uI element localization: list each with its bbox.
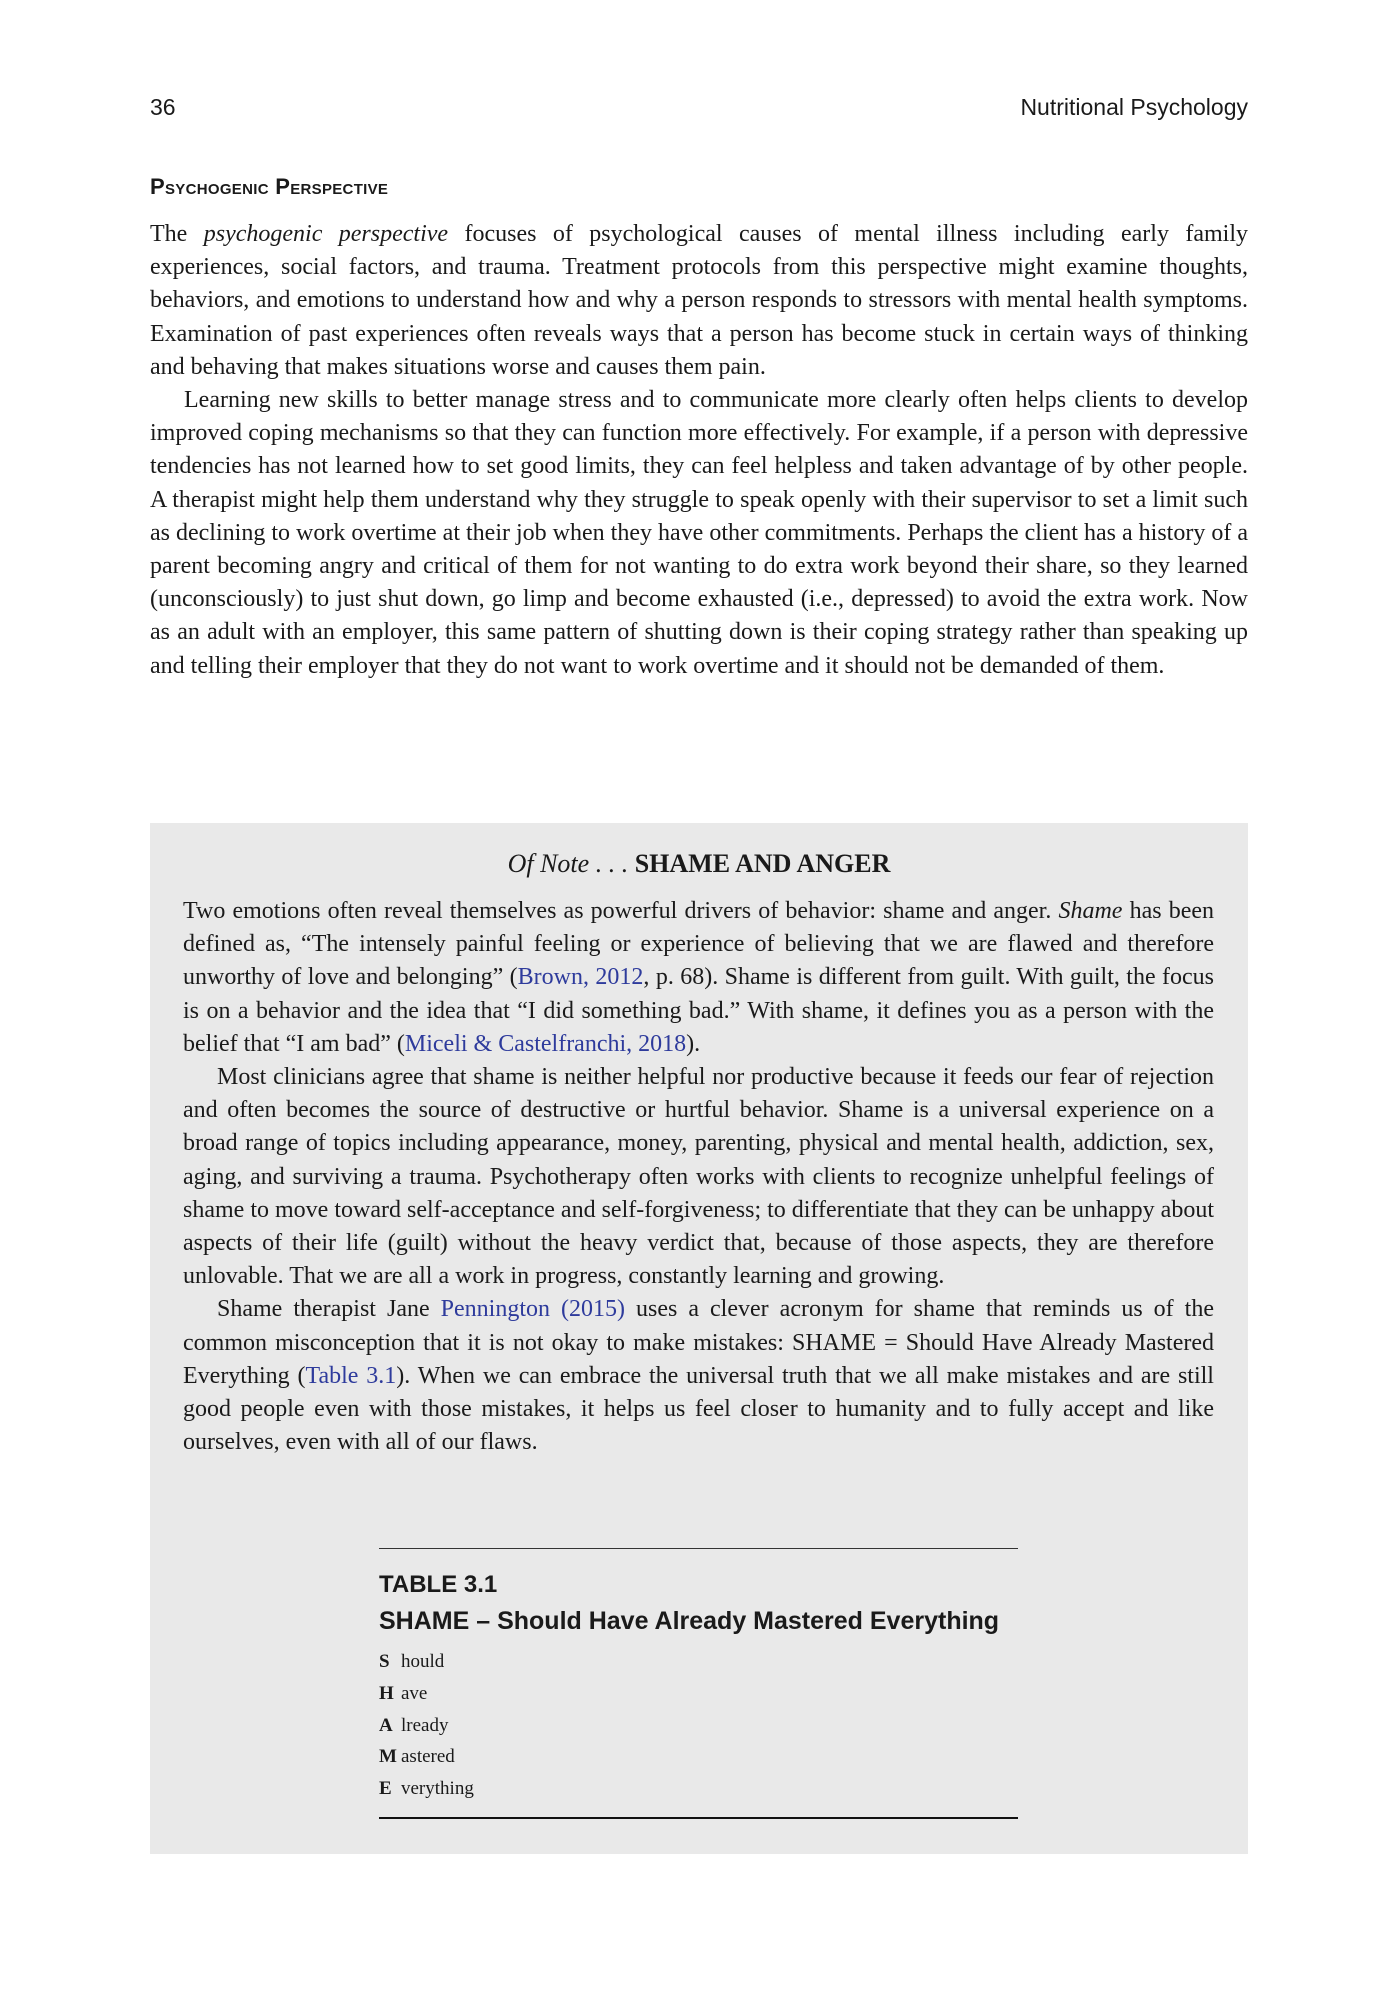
citation-link-pennington-2015[interactable]: Pennington (2015) <box>440 1296 625 1323</box>
acronym-word-rest: verything <box>401 1778 474 1800</box>
text-run: ). <box>686 1030 701 1057</box>
of-note-box <box>150 823 1248 1854</box>
text-run: , p. 68). Shame is different from guilt. With guilt, the focus is on a behavior and the idea that “I did something bad.” With shame, it defines you as a person with the belief that “I am bad” ( <box>183 964 1214 1057</box>
acronym-letter: H <box>379 1682 394 1704</box>
body-paragraph-1 <box>150 218 1248 384</box>
running-head: Nutritional Psychology <box>1020 94 1248 120</box>
citation-link-brown-2012[interactable]: Brown, 2012 <box>517 964 644 991</box>
note-title <box>150 849 1248 879</box>
table-row <box>379 1741 1018 1773</box>
term-psychogenic-perspective: psychogenic perspective <box>203 221 449 247</box>
acronym-word-rest: lready <box>401 1714 449 1736</box>
table-bottom-rule <box>379 1817 1018 1819</box>
acronym-letter: S <box>379 1651 390 1672</box>
table-label: TABLE 3.1 <box>379 1571 498 1598</box>
body-text <box>150 218 1248 683</box>
term-shame: Shame <box>1058 898 1123 924</box>
text-run: The <box>150 221 204 247</box>
acronym-word-rest: ave <box>401 1682 428 1704</box>
note-paragraph-2: Most clinicians agree that shame is neither helpful nor productive because it feeds our fear of rejection and often becomes the source of destructive or hurtful behavior. Shame is a universal experience on a broad range of topics including appearance, money, parenting, physical and mental health, addiction, sex, aging, and surviving a trauma. Psychotherapy often works with clients to recognize unhelpful feelings of shame to move toward self-acceptance and self-forgiveness; to differentiate that they can be unhappy about aspects of their life (guilt) without the heavy verdict that, because of those aspects, they are therefore unlovable. That we are all a work in progress, constantly learning and growing. <box>183 1064 1214 1290</box>
table-reference-link[interactable]: Table 3.1 <box>305 1362 397 1389</box>
table-row <box>379 1710 1018 1742</box>
text-run: focuses of psychological causes of mental illness including early family experiences, social factors, and trauma. Treatment protocols from this perspective might examine thoughts, behaviors, and emotions to understand how and why a person responds to stressors with mental health symptoms. Examination of past experiences often reveals ways that a person has become stuck in certain ways of thinking and behaving that makes situations worse and causes them pain. <box>150 221 1248 380</box>
text-run: ). When we can embrace the universal truth that we all make mistakes and are still good people even with those mistakes, it helps us feel closer to humanity and to fully accept and like ourselves, even with all of our flaws. <box>183 1362 1214 1456</box>
acronym-word-rest: hould <box>401 1651 445 1672</box>
body-paragraph-2: Learning new skills to better manage stress and to communicate more clearly often helps clients to develop improved coping mechanisms so that they can function more effectively. For example, if a person with depressive tendencies has not learned how to set good limits, they can feel helpless and taken advantage of by other people. A therapist might help them understand why they struggle to speak openly with their supervisor to set a limit such as declining to work overtime at their job when they have other commitments. Perhaps the client has a history of a parent becoming angry and critical of them for not wanting to do extra work beyond their share, so they learned (unconsciously) to just shut down, go limp and become exhausted (i.e., depressed) to avoid the extra work. Now as an adult with an employer, this same pattern of shutting down is their coping strategy rather than speaking up and telling their employer that they do not want to work overtime and it should not be demanded of them. <box>150 387 1248 679</box>
citation-link-miceli-castelfranchi-2018[interactable]: Miceli & Castelfranchi, 2018 <box>404 1030 687 1057</box>
text-run: Shame therapist Jane <box>217 1296 441 1323</box>
table-title: SHAME – Should Have Already Mastered Everything <box>379 1607 1000 1635</box>
page-header <box>150 94 1248 130</box>
acronym-letter: E <box>379 1778 392 1800</box>
text-run: uses a clever acronym for shame that reminds us of the common misconception that it is not okay to make mistakes: SHAME = Should Have Already Mastered Everything ( <box>183 1296 1214 1389</box>
note-title-caps: SHAME AND ANGER <box>634 849 891 878</box>
section-heading: Psychogenic Perspective <box>150 174 389 199</box>
note-text <box>183 895 1214 1459</box>
table-3-1 <box>379 1548 1018 1819</box>
text-run: Two emotions often reveal themselves as powerful drivers of behavior: shame and anger. <box>183 898 1059 924</box>
acronym-letter: M <box>379 1746 397 1768</box>
note-paragraph-3 <box>183 1293 1214 1459</box>
acronym-letter: A <box>379 1714 393 1736</box>
table-row <box>379 1678 1018 1710</box>
table-row <box>379 1773 1018 1805</box>
page-number: 36 <box>150 94 176 120</box>
table-top-rule <box>379 1548 1018 1549</box>
text-run: has been defined as, “The intensely painful feeling or experience of believing that we are flawed and therefore unworthy of love and belonging” ( <box>183 898 1215 991</box>
note-title-lead: Of Note . . . <box>507 849 635 878</box>
note-paragraph-1 <box>183 895 1214 1061</box>
table-rows <box>379 1646 1018 1805</box>
table-row <box>379 1646 1018 1678</box>
acronym-word-rest: astered <box>401 1746 455 1768</box>
